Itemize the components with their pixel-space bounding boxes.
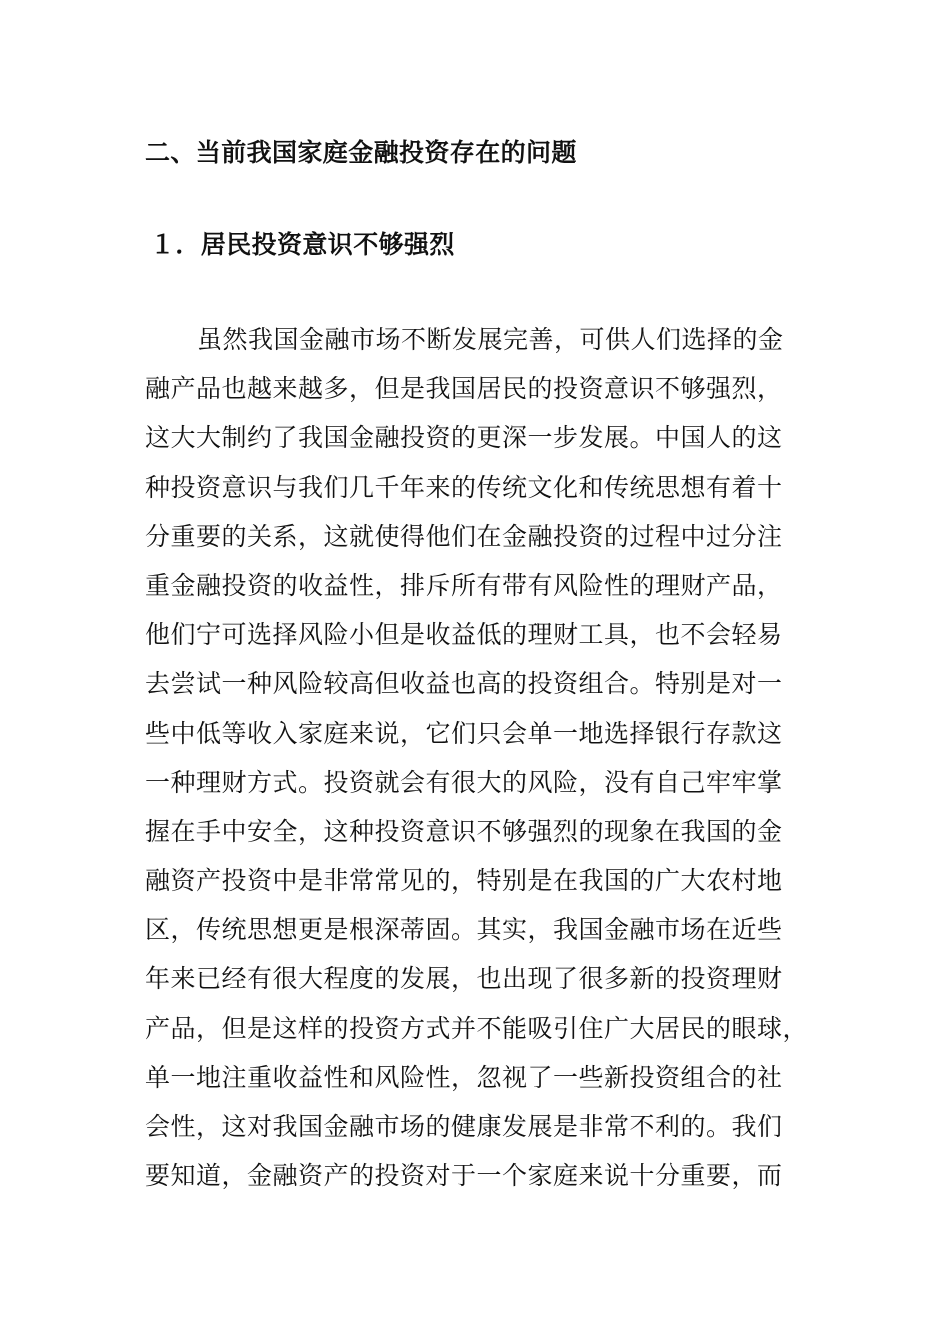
paragraph-line: 重金融投资的收益性，排斥所有带有风险性的理财产品， bbox=[145, 570, 783, 600]
paragraph-line: 他们宁可选择风险小但是收益低的理财工具，也不会轻易 bbox=[145, 620, 783, 650]
paragraph-line: 要知道，金融资产的投资对于一个家庭来说十分重要，而 bbox=[145, 1161, 783, 1191]
paragraph-line: 融产品也越来越多，但是我国居民的投资意识不够强烈， bbox=[145, 374, 783, 404]
paragraph-line: 去尝试一种风险较高但收益也高的投资组合。特别是对一 bbox=[145, 669, 783, 699]
paragraph-line: 会性，这对我国金融市场的健康发展是非常不利的。我们 bbox=[145, 1112, 783, 1141]
paragraph-line: 虽然我国金融市场不断发展完善，可供人们选择的金 bbox=[197, 325, 784, 354]
paragraph-line: 区，传统思想更是根深蒂固。其实，我国金融市场在近些 bbox=[145, 915, 783, 945]
paragraph-line: 产品，但是这样的投资方式并不能吸引住广大居民的眼球， bbox=[145, 1013, 809, 1043]
section-heading: 二、当前我国家庭金融投资存在的问题 bbox=[145, 138, 577, 167]
subsection-heading: １．居民投资意识不够强烈 bbox=[150, 230, 455, 259]
paragraph-line: 这大大制约了我国金融投资的更深一步发展。中国人的这 bbox=[145, 423, 783, 453]
paragraph-line: 年来已经有很大程度的发展，也出现了很多新的投资理财 bbox=[145, 964, 783, 994]
paragraph-line: 分重要的关系，这就使得他们在金融投资的过程中过分注 bbox=[145, 521, 783, 551]
paragraph-line: 一种理财方式。投资就会有很大的风险，没有自己牢牢掌 bbox=[145, 767, 783, 797]
paragraph-line: 握在手中安全，这种投资意识不够强烈的现象在我国的金 bbox=[145, 816, 783, 846]
paragraph-line: 种投资意识与我们几千年来的传统文化和传统思想有着十 bbox=[145, 472, 783, 502]
paragraph-line: 些中低等收入家庭来说，它们只会单一地选择银行存款这 bbox=[145, 718, 783, 748]
body-paragraph bbox=[145, 315, 809, 1200]
paragraph-line: 单一地注重收益性和风险性，忽视了一些新投资组合的社 bbox=[145, 1062, 783, 1092]
paragraph-line: 融资产投资中是非常常见的，特别是在我国的广大农村地 bbox=[145, 866, 783, 896]
